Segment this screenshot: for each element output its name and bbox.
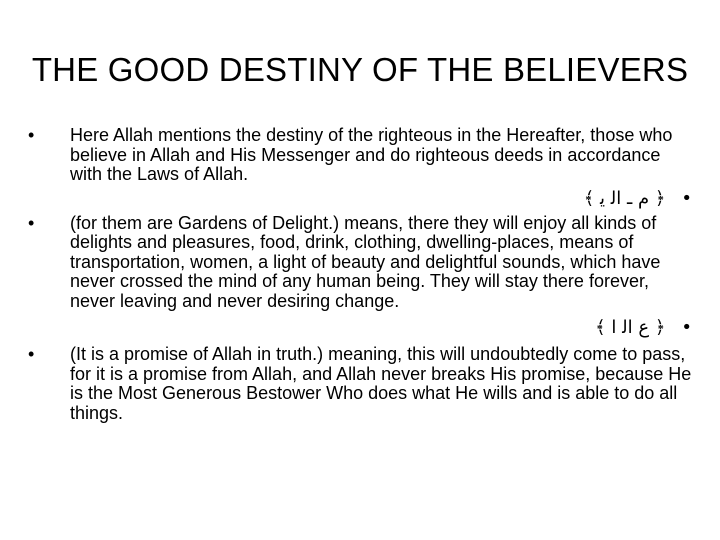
slide-title: THE GOOD DESTINY OF THE BELIEVERS: [31, 51, 689, 88]
arabic-verse-text: ﴿ ﻉ ﺍﻟ ﺍ ﴾: [595, 317, 666, 338]
bullet-text: (It is a promise of Allah in truth.) meaning, this will undoubtedly come to pass, for it is a promise from Allah, and Allah never breaks His promise, because He is the Most Generous Bestower Who does what He wills and is able to do all things.: [70, 344, 692, 423]
bullet-text: Here Allah mentions the destiny of the righteous in the Hereafter, those who believe in Allah and His Messenger and do righteous deeds in accordance with the Laws of Allah.: [70, 125, 673, 184]
bullet-item-promise: [28, 345, 692, 423]
bullet-item-intro: [28, 126, 692, 185]
arabic-verse-text: ﴿ م ـ ﺍﻟ ﻳ ﴾: [583, 187, 666, 209]
bullet-marker: •: [28, 344, 35, 364]
bullet-marker: •: [28, 125, 35, 145]
bullet-marker: •: [681, 187, 692, 209]
bullet-marker: •: [28, 212, 35, 233]
arabic-verse-2: [28, 317, 692, 339]
slide-content: [28, 126, 692, 423]
bullet-marker: •: [681, 317, 692, 338]
bullet-text: (for them are Gardens of Delight.) means, there they will enjoy all kinds of delights and pleasures, food, drink, clothing, dwelling-places, means of transportation, women, a light of beauty and delightful sounds, which have never crossed the mind of any human being. They will stay there forever, never leaving and never desiring change.: [70, 212, 661, 311]
arabic-verse-1: [28, 188, 692, 210]
bullet-item-gardens: [28, 214, 692, 312]
